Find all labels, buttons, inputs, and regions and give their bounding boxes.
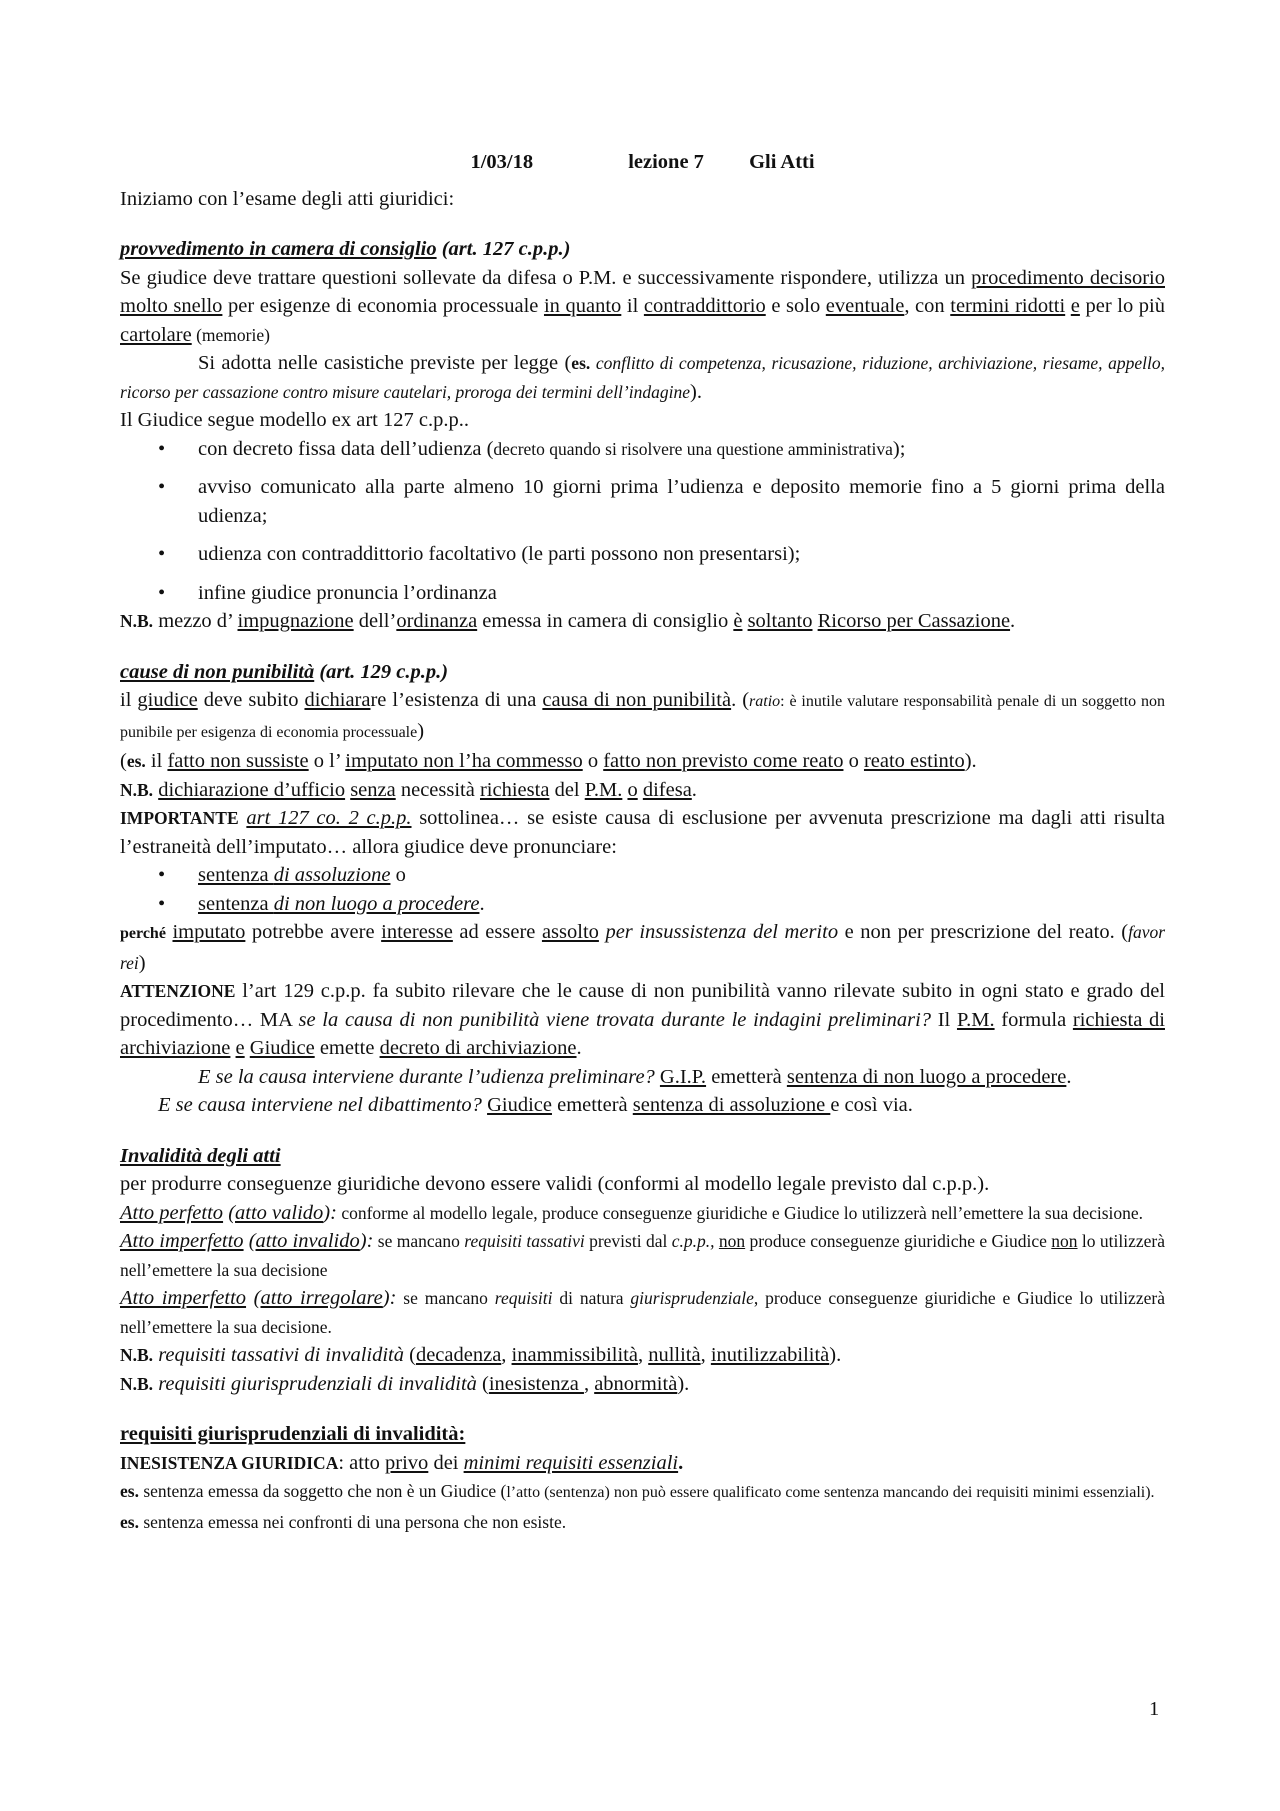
paragraph: per produrre conseguenze giuridiche devono essere validi (conformi al modello legale previsto dal c.p.p.).: [120, 1173, 990, 1195]
list-item: • udienza con contraddittorio facoltativo (le parti possono non presentarsi);: [158, 543, 801, 565]
bullet-list: [120, 861, 1165, 918]
nb-note: N.B. requisiti giurisprudenziali di invalidità (inesistenza , abnormità).: [120, 1372, 690, 1395]
section-heading-camera-consiglio: provvedimento in camera di consiglio (art. 127 c.p.p.): [120, 238, 571, 260]
lesson-topic: Gli Atti: [749, 151, 815, 173]
bullet-list: [120, 435, 1165, 608]
paragraph: E se la causa interviene durante l’udienza preliminare? G.I.P. emetterà sentenza di non luogo a procedere.: [198, 1065, 1072, 1088]
paragraph: il giudice deve subito dichiarare l’esistenza di una causa di non punibilità. (ratio: è inutile valutare responsabilità penale di un soggetto non punibile per esigenza di economia processuale): [120, 689, 1166, 742]
list-item: • con decreto fissa data dell’udienza (decreto quando si risolvere una questione amministrativa);: [158, 437, 906, 460]
section-heading-non-punibilita: cause di non punibilità (art. 129 c.p.p.): [120, 660, 449, 683]
page-number: 1: [1149, 1698, 1160, 1720]
paragraph: Atto imperfetto (atto irregolare): se mancano requisiti di natura giurisprudenziale, produce conseguenze giuridiche e Giudice lo utilizzerà nell’emettere la sua decisione.: [120, 1287, 1165, 1337]
important-note: IMPORTANTE art 127 co. 2 c.p.p. sottolinea… se esiste causa di esclusione per avvenuta prescrizione ma dagli atti risulta l’estraneità dell’imputato… allora giudice deve pronunciare:: [120, 807, 1166, 858]
paragraph: Il Giudice segue modello ex art 127 c.p.p..: [120, 409, 469, 431]
attention-note: ATTENZIONE l’art 129 c.p.p. fa subito rilevare che le cause di non punibilità vanno rilevate subito in ogni stato e grado del procedimento… MA se la causa di non punibilità viene trovata durante le indagini preliminari? Il P.M. formula richiesta di archiviazione e Giudice emette decreto di archiviazione.: [120, 980, 1165, 1059]
paragraph: Si adotta nelle casistiche previste per legge (es. conflitto di competenza, ricusazione, riduzione, archiviazione, riesame, appello, ricorso per cassazione contro misure cautelari, proroga dei termini dell’indagine).: [120, 352, 1165, 403]
paragraph: (es. il fatto non sussiste o l’ imputato non l’ha commesso o fatto non previsto come reato o reato estinto).: [120, 750, 977, 772]
example-note: es. sentenza emessa da soggetto che non è un Giudice (l’atto (sentenza) non può essere qualificato come sentenza mancando dei requisiti minimi essenziali).: [120, 1481, 1155, 1501]
section-heading-requisiti: requisiti giurisprudenziali di invalidità:: [120, 1423, 466, 1445]
list-item: • sentenza di assoluzione o: [158, 864, 406, 886]
list-item: • infine giudice pronuncia l’ordinanza: [158, 581, 497, 604]
page-title: [120, 148, 1165, 177]
nb-note: N.B. requisiti tassativi di invalidità (decadenza, inammissibilità, nullità, inutilizzabilità).: [120, 1344, 842, 1366]
lesson-date: 1/03/18: [470, 151, 534, 173]
document-page: [120, 148, 1165, 1536]
paragraph: E se causa interviene nel dibattimento? Giudice emetterà sentenza di assoluzione e così via.: [158, 1094, 913, 1116]
list-item: • sentenza di non luogo a procedere.: [158, 892, 485, 915]
paragraph: Atto perfetto (atto valido): conforme al modello legale, produce conseguenze giuridiche e Giudice lo utilizzerà nell’emettere la sua decisione.: [120, 1201, 1144, 1224]
paragraph: Atto imperfetto (atto invalido): se mancano requisiti tassativi previsti dal c.p.p., non produce conseguenze giuridiche e Giudice non lo utilizzerà nell’emettere la sua decisione: [120, 1230, 1166, 1280]
section-heading-invalidita: Invalidità degli atti: [120, 1144, 281, 1167]
paragraph: INESISTENZA GIURIDICA: atto privo dei minimi requisiti essenziali.: [120, 1451, 684, 1474]
intro-text: Iniziamo con l’esame degli atti giuridici:: [120, 187, 455, 210]
paragraph: Se giudice deve trattare questioni sollevate da difesa o P.M. e successivamente rispondere, utilizza un procedimento decisorio molto snello per esigenze di economia processuale in quanto il contraddittorio e solo eventuale, con termini ridotti e per lo più cartolare (memorie): [120, 266, 1165, 346]
example-note: es. sentenza emessa nei confronti di una persona che non esiste.: [120, 1511, 567, 1532]
nb-note: N.B. mezzo d’ impugnazione dell’ordinanza emessa in camera di consiglio è soltanto Ricorso per Cassazione.: [120, 610, 1016, 632]
nb-note: N.B. dichiarazione d’ufficio senza necessità richiesta del P.M. o difesa.: [120, 778, 697, 801]
list-item: • avviso comunicato alla parte almeno 10 giorni prima l’udienza e deposito memorie fino a 5 giorni prima della udienza;: [158, 476, 1165, 527]
lesson-number: lezione 7: [628, 151, 704, 173]
paragraph: perché imputato potrebbe avere interesse ad essere assolto per insussistenza del merito e non per prescrizione del reato. (favor rei): [120, 921, 1166, 974]
